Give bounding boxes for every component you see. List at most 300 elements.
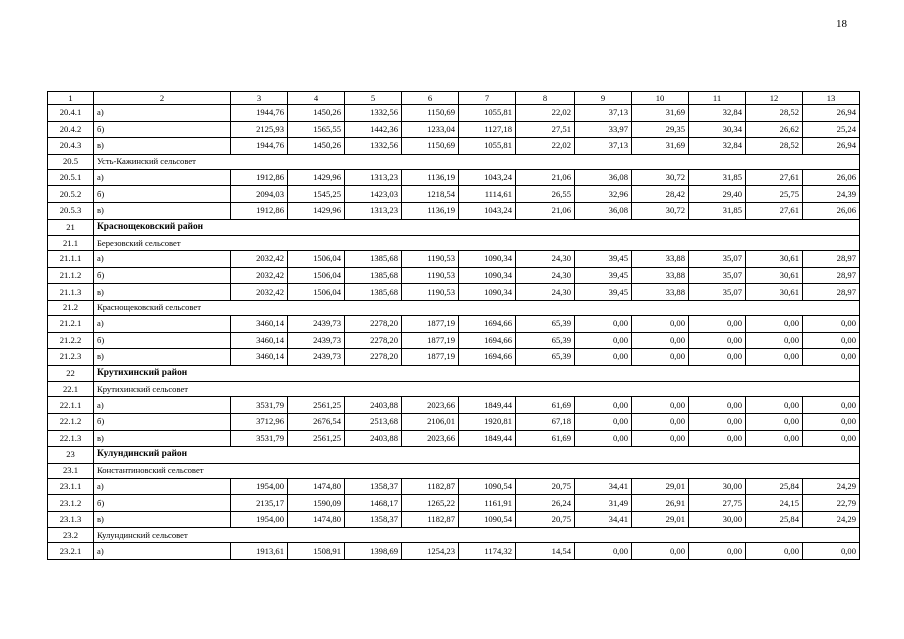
value-cell: 1233,04 (402, 121, 459, 138)
value-cell: 1218,54 (402, 186, 459, 203)
column-header: 1 (48, 92, 94, 105)
district-name: Краснощековский район (94, 219, 860, 236)
value-cell: 2023,66 (402, 430, 459, 447)
row-variant: а) (94, 169, 231, 186)
value-cell: 33,88 (632, 284, 689, 301)
table-row (48, 251, 860, 268)
value-cell: 61,69 (516, 397, 575, 414)
column-header: 11 (689, 92, 746, 105)
value-cell: 1474,80 (288, 478, 345, 495)
value-cell: 39,45 (575, 284, 632, 301)
value-cell: 26,06 (803, 202, 860, 219)
value-cell: 24,30 (516, 267, 575, 284)
value-cell: 0,00 (689, 397, 746, 414)
value-cell: 1590,09 (288, 495, 345, 512)
value-cell: 2439,73 (288, 332, 345, 349)
value-cell: 31,69 (632, 105, 689, 122)
value-cell: 22,02 (516, 105, 575, 122)
value-cell: 3531,79 (231, 397, 288, 414)
row-number: 23.2 (48, 528, 94, 543)
value-cell: 29,01 (632, 478, 689, 495)
row-number: 20.5 (48, 154, 94, 169)
value-cell: 1055,81 (459, 105, 516, 122)
value-cell: 28,97 (803, 251, 860, 268)
value-cell: 24,30 (516, 284, 575, 301)
value-cell: 21,06 (516, 169, 575, 186)
value-cell: 36,08 (575, 169, 632, 186)
value-cell: 30,61 (746, 251, 803, 268)
value-cell: 1508,91 (288, 543, 345, 560)
value-cell: 1849,44 (459, 397, 516, 414)
value-cell: 1913,61 (231, 543, 288, 560)
value-cell: 35,07 (689, 284, 746, 301)
value-cell: 1190,53 (402, 284, 459, 301)
value-cell: 2278,20 (345, 332, 402, 349)
value-cell: 0,00 (689, 413, 746, 430)
value-cell: 0,00 (746, 332, 803, 349)
row-variant: б) (94, 121, 231, 138)
value-cell: 1358,37 (345, 511, 402, 528)
value-cell: 20,75 (516, 511, 575, 528)
value-cell: 0,00 (746, 397, 803, 414)
value-cell: 27,61 (746, 169, 803, 186)
row-variant: в) (94, 138, 231, 155)
value-cell: 2278,20 (345, 349, 402, 366)
value-cell: 32,84 (689, 138, 746, 155)
value-cell: 3460,14 (231, 349, 288, 366)
value-cell: 1877,19 (402, 315, 459, 332)
column-header: 3 (231, 92, 288, 105)
district-row (48, 365, 860, 382)
table-row (48, 430, 860, 447)
value-cell: 0,00 (689, 349, 746, 366)
row-variant: в) (94, 430, 231, 447)
value-cell: 1150,69 (402, 105, 459, 122)
table-row (48, 349, 860, 366)
value-cell: 37,13 (575, 105, 632, 122)
value-cell: 28,97 (803, 284, 860, 301)
value-cell: 36,08 (575, 202, 632, 219)
row-number: 23.1.1 (48, 478, 94, 495)
value-cell: 0,00 (632, 349, 689, 366)
value-cell: 25,84 (746, 478, 803, 495)
value-cell: 33,88 (632, 267, 689, 284)
value-cell: 26,06 (803, 169, 860, 186)
value-cell: 25,24 (803, 121, 860, 138)
value-cell: 24,39 (803, 186, 860, 203)
value-cell: 28,52 (746, 105, 803, 122)
value-cell: 1090,54 (459, 511, 516, 528)
row-variant: в) (94, 284, 231, 301)
value-cell: 1358,37 (345, 478, 402, 495)
value-cell: 0,00 (575, 332, 632, 349)
settlement-name: Краснощековский сельсовет (94, 300, 860, 315)
value-cell: 1954,00 (231, 511, 288, 528)
value-cell: 1332,56 (345, 105, 402, 122)
value-cell: 1474,80 (288, 511, 345, 528)
value-cell: 1182,87 (402, 511, 459, 528)
value-cell: 30,00 (689, 511, 746, 528)
row-number: 21.1.2 (48, 267, 94, 284)
value-cell: 22,02 (516, 138, 575, 155)
row-number: 23 (48, 447, 94, 464)
value-cell: 1332,56 (345, 138, 402, 155)
column-header: 5 (345, 92, 402, 105)
value-cell: 1423,03 (345, 186, 402, 203)
value-cell: 1912,86 (231, 202, 288, 219)
row-number: 20.4.3 (48, 138, 94, 155)
value-cell: 2032,42 (231, 251, 288, 268)
row-number: 22.1 (48, 382, 94, 397)
value-cell: 14,54 (516, 543, 575, 560)
value-cell: 1385,68 (345, 284, 402, 301)
value-cell: 2023,66 (402, 397, 459, 414)
row-number: 20.4.2 (48, 121, 94, 138)
value-cell: 27,51 (516, 121, 575, 138)
table-row (48, 543, 860, 560)
value-cell: 28,52 (746, 138, 803, 155)
row-variant: а) (94, 478, 231, 495)
value-cell: 1136,19 (402, 202, 459, 219)
value-cell: 1136,19 (402, 169, 459, 186)
table-row (48, 332, 860, 349)
row-variant: б) (94, 267, 231, 284)
value-cell: 30,00 (689, 478, 746, 495)
table-row (48, 169, 860, 186)
value-cell: 1090,54 (459, 478, 516, 495)
row-variant: а) (94, 105, 231, 122)
value-cell: 0,00 (689, 430, 746, 447)
value-cell: 28,97 (803, 267, 860, 284)
section-row (48, 463, 860, 478)
value-cell: 31,85 (689, 202, 746, 219)
value-cell: 0,00 (746, 413, 803, 430)
value-cell: 2439,73 (288, 315, 345, 332)
row-number: 21.2.3 (48, 349, 94, 366)
row-number: 20.5.2 (48, 186, 94, 203)
value-cell: 0,00 (803, 397, 860, 414)
value-cell: 26,62 (746, 121, 803, 138)
value-cell: 0,00 (632, 315, 689, 332)
value-cell: 1944,76 (231, 105, 288, 122)
row-variant: б) (94, 332, 231, 349)
value-cell: 1090,34 (459, 284, 516, 301)
value-cell: 1694,66 (459, 332, 516, 349)
settlement-name: Константиновский сельсовет (94, 463, 860, 478)
section-row (48, 236, 860, 251)
settlement-name: Кулундинский сельсовет (94, 528, 860, 543)
value-cell: 21,06 (516, 202, 575, 219)
table-row (48, 202, 860, 219)
value-cell: 24,15 (746, 495, 803, 512)
value-cell: 65,39 (516, 315, 575, 332)
row-variant: б) (94, 413, 231, 430)
value-cell: 30,34 (689, 121, 746, 138)
value-cell: 1385,68 (345, 267, 402, 284)
value-cell: 1506,04 (288, 267, 345, 284)
value-cell: 30,72 (632, 202, 689, 219)
table-row (48, 105, 860, 122)
value-cell: 1161,91 (459, 495, 516, 512)
table-row (48, 121, 860, 138)
row-number: 22.1.1 (48, 397, 94, 414)
section-row (48, 300, 860, 315)
table-row (48, 495, 860, 512)
value-cell: 29,35 (632, 121, 689, 138)
value-cell: 2278,20 (345, 315, 402, 332)
value-cell: 24,29 (803, 511, 860, 528)
value-cell: 0,00 (803, 543, 860, 560)
value-cell: 1043,24 (459, 202, 516, 219)
value-cell: 0,00 (803, 430, 860, 447)
value-cell: 0,00 (803, 413, 860, 430)
value-cell: 0,00 (575, 397, 632, 414)
section-row (48, 154, 860, 169)
value-cell: 39,45 (575, 267, 632, 284)
value-cell: 1190,53 (402, 267, 459, 284)
value-cell: 37,13 (575, 138, 632, 155)
value-cell: 0,00 (575, 413, 632, 430)
row-variant: в) (94, 202, 231, 219)
value-cell: 0,00 (746, 543, 803, 560)
table-row (48, 511, 860, 528)
value-cell: 2513,68 (345, 413, 402, 430)
table-row (48, 478, 860, 495)
value-cell: 1468,17 (345, 495, 402, 512)
table-row (48, 186, 860, 203)
value-cell: 1442,36 (345, 121, 402, 138)
value-cell: 3712,96 (231, 413, 288, 430)
value-cell: 1090,34 (459, 251, 516, 268)
value-cell: 1450,26 (288, 138, 345, 155)
value-cell: 1954,00 (231, 478, 288, 495)
row-number: 22.1.2 (48, 413, 94, 430)
row-variant: б) (94, 186, 231, 203)
value-cell: 31,85 (689, 169, 746, 186)
value-cell: 2032,42 (231, 284, 288, 301)
value-cell: 1877,19 (402, 349, 459, 366)
district-row (48, 219, 860, 236)
value-cell: 0,00 (746, 349, 803, 366)
value-cell: 0,00 (689, 315, 746, 332)
value-cell: 39,45 (575, 251, 632, 268)
column-header: 8 (516, 92, 575, 105)
value-cell: 2561,25 (288, 397, 345, 414)
value-cell: 0,00 (803, 349, 860, 366)
value-cell: 32,84 (689, 105, 746, 122)
value-cell: 27,61 (746, 202, 803, 219)
value-cell: 1313,23 (345, 202, 402, 219)
value-cell: 30,72 (632, 169, 689, 186)
value-cell: 0,00 (632, 397, 689, 414)
value-cell: 34,41 (575, 511, 632, 528)
value-cell: 26,94 (803, 138, 860, 155)
value-cell: 29,01 (632, 511, 689, 528)
value-cell: 0,00 (689, 543, 746, 560)
value-cell: 1190,53 (402, 251, 459, 268)
value-cell: 33,88 (632, 251, 689, 268)
value-cell: 1506,04 (288, 284, 345, 301)
value-cell: 3531,79 (231, 430, 288, 447)
value-cell: 31,69 (632, 138, 689, 155)
page-number: 18 (836, 18, 847, 30)
value-cell: 2439,73 (288, 349, 345, 366)
row-number: 21.1.1 (48, 251, 94, 268)
column-header: 12 (746, 92, 803, 105)
value-cell: 1090,34 (459, 267, 516, 284)
value-cell: 1385,68 (345, 251, 402, 268)
value-cell: 2032,42 (231, 267, 288, 284)
table-row (48, 397, 860, 414)
value-cell: 65,39 (516, 349, 575, 366)
value-cell: 1174,32 (459, 543, 516, 560)
value-cell: 1694,66 (459, 315, 516, 332)
value-cell: 1920,81 (459, 413, 516, 430)
row-number: 23.1.3 (48, 511, 94, 528)
section-row (48, 528, 860, 543)
column-header: 10 (632, 92, 689, 105)
value-cell: 3460,14 (231, 315, 288, 332)
row-number: 21.1 (48, 236, 94, 251)
value-cell: 1398,69 (345, 543, 402, 560)
value-cell: 1545,25 (288, 186, 345, 203)
value-cell: 2403,88 (345, 397, 402, 414)
value-cell: 1450,26 (288, 105, 345, 122)
value-cell: 0,00 (803, 315, 860, 332)
district-name: Кулундинский район (94, 447, 860, 464)
column-header: 2 (94, 92, 231, 105)
value-cell: 32,96 (575, 186, 632, 203)
settlement-name: Крутихинский сельсовет (94, 382, 860, 397)
value-cell: 2094,03 (231, 186, 288, 203)
table-row (48, 267, 860, 284)
table-body (48, 92, 860, 560)
district-row (48, 447, 860, 464)
row-number: 20.4.1 (48, 105, 94, 122)
row-number: 23.2.1 (48, 543, 94, 560)
row-variant: а) (94, 397, 231, 414)
value-cell: 0,00 (575, 315, 632, 332)
value-cell: 33,97 (575, 121, 632, 138)
row-variant: в) (94, 349, 231, 366)
value-cell: 0,00 (803, 332, 860, 349)
row-number: 21.2 (48, 300, 94, 315)
value-cell: 1313,23 (345, 169, 402, 186)
column-header: 7 (459, 92, 516, 105)
value-cell: 1429,96 (288, 169, 345, 186)
row-number: 21 (48, 219, 94, 236)
value-cell: 2106,01 (402, 413, 459, 430)
value-cell: 0,00 (632, 430, 689, 447)
value-cell: 20,75 (516, 478, 575, 495)
value-cell: 27,75 (689, 495, 746, 512)
column-header: 4 (288, 92, 345, 105)
value-cell: 0,00 (632, 332, 689, 349)
value-cell: 1506,04 (288, 251, 345, 268)
value-cell: 0,00 (689, 332, 746, 349)
row-number: 23.1.2 (48, 495, 94, 512)
value-cell: 1254,23 (402, 543, 459, 560)
value-cell: 25,84 (746, 511, 803, 528)
value-cell: 0,00 (575, 349, 632, 366)
row-number: 20.5.3 (48, 202, 94, 219)
value-cell: 1944,76 (231, 138, 288, 155)
value-cell: 29,40 (689, 186, 746, 203)
value-cell: 0,00 (575, 430, 632, 447)
value-cell: 26,94 (803, 105, 860, 122)
value-cell: 1912,86 (231, 169, 288, 186)
value-cell: 61,69 (516, 430, 575, 447)
value-cell: 24,30 (516, 251, 575, 268)
row-number: 20.5.1 (48, 169, 94, 186)
row-number: 21.2.2 (48, 332, 94, 349)
row-number: 23.1 (48, 463, 94, 478)
row-number: 21.2.1 (48, 315, 94, 332)
value-cell: 0,00 (632, 413, 689, 430)
column-header: 6 (402, 92, 459, 105)
table-row (48, 315, 860, 332)
value-cell: 26,55 (516, 186, 575, 203)
tariff-table (47, 91, 860, 560)
value-cell: 0,00 (746, 315, 803, 332)
value-cell: 2125,93 (231, 121, 288, 138)
table-row (48, 284, 860, 301)
value-cell: 65,39 (516, 332, 575, 349)
column-header: 9 (575, 92, 632, 105)
district-name: Крутихинский район (94, 365, 860, 382)
value-cell: 1265,22 (402, 495, 459, 512)
row-variant: в) (94, 511, 231, 528)
row-variant: б) (94, 495, 231, 512)
value-cell: 34,41 (575, 478, 632, 495)
value-cell: 67,18 (516, 413, 575, 430)
settlement-name: Усть-Кажинский сельсовет (94, 154, 860, 169)
value-cell: 1055,81 (459, 138, 516, 155)
value-cell: 0,00 (575, 543, 632, 560)
table-row (48, 413, 860, 430)
value-cell: 1182,87 (402, 478, 459, 495)
value-cell: 2676,54 (288, 413, 345, 430)
value-cell: 35,07 (689, 251, 746, 268)
value-cell: 30,61 (746, 267, 803, 284)
value-cell: 1114,61 (459, 186, 516, 203)
value-cell: 2403,88 (345, 430, 402, 447)
column-header: 13 (803, 92, 860, 105)
value-cell: 26,24 (516, 495, 575, 512)
row-variant: а) (94, 315, 231, 332)
row-number: 22 (48, 365, 94, 382)
value-cell: 1429,96 (288, 202, 345, 219)
value-cell: 1877,19 (402, 332, 459, 349)
table-header-row (48, 92, 860, 105)
value-cell: 3460,14 (231, 332, 288, 349)
value-cell: 1849,44 (459, 430, 516, 447)
value-cell: 0,00 (746, 430, 803, 447)
value-cell: 0,00 (632, 543, 689, 560)
value-cell: 2561,25 (288, 430, 345, 447)
row-variant: а) (94, 251, 231, 268)
value-cell: 1565,55 (288, 121, 345, 138)
value-cell: 31,49 (575, 495, 632, 512)
value-cell: 1150,69 (402, 138, 459, 155)
value-cell: 28,42 (632, 186, 689, 203)
settlement-name: Березовский сельсовет (94, 236, 860, 251)
value-cell: 24,29 (803, 478, 860, 495)
row-number: 22.1.3 (48, 430, 94, 447)
value-cell: 22,79 (803, 495, 860, 512)
value-cell: 2135,17 (231, 495, 288, 512)
section-row (48, 382, 860, 397)
